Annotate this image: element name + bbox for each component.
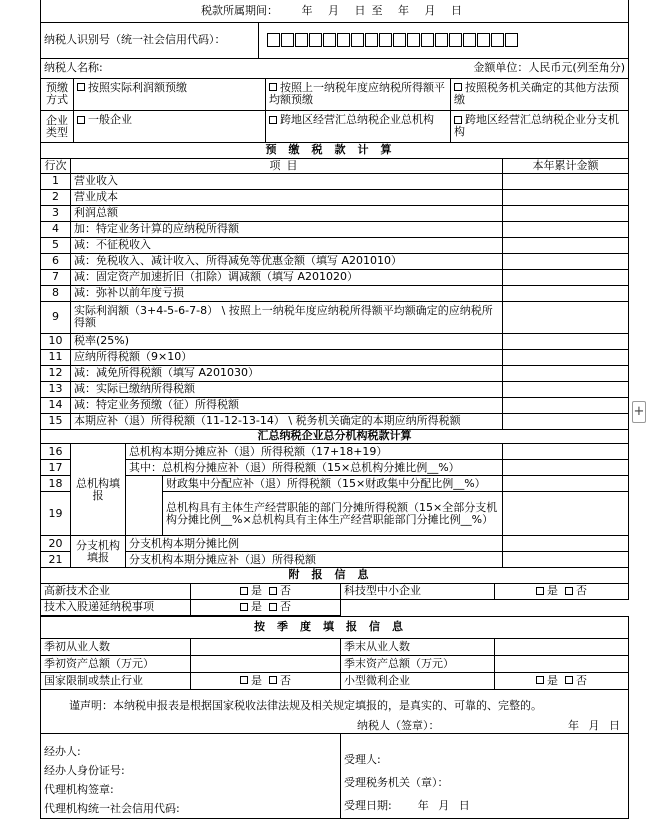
- calc-row: [41, 173, 629, 189]
- row-amount-input[interactable]: [503, 253, 629, 269]
- calc-row: [41, 301, 629, 333]
- row-number: 11: [41, 349, 71, 365]
- row-item-text: 减：固定资产加速折旧（扣除）调减额（填写 A201020）: [71, 269, 503, 285]
- row-item-text: 减：减免所得税额（填写 A201030）: [71, 365, 503, 381]
- row-amount-input[interactable]: [503, 269, 629, 285]
- calc-row: [41, 269, 629, 285]
- calc-row: [41, 413, 629, 429]
- emp-begin-value[interactable]: [191, 638, 341, 655]
- row-17-text: 其中：总机构分摊应补（退）所得税额（15×总机构分摊比例__%）: [126, 460, 503, 476]
- taxpayer-id-label: 纳税人识别号（统一社会信用代码）：: [41, 23, 259, 59]
- receiver-label: 受理人:: [344, 753, 381, 766]
- row-amount-input[interactable]: [503, 397, 629, 413]
- enterprise-option-2[interactable]: 跨地区经营汇总纳税企业总机构: [266, 111, 451, 143]
- extra-title: 附报信息: [41, 568, 629, 583]
- quarter-title: 按季度填报信息: [41, 616, 629, 638]
- calc-row: [41, 253, 629, 269]
- agency-code-label: 代理机构统一社会信用代码:: [44, 802, 180, 815]
- checkbox[interactable]: [454, 83, 462, 91]
- row-17-amount[interactable]: [503, 460, 629, 476]
- tax-office-label: 受理税务机关（章）：: [344, 776, 449, 789]
- calc-table: [40, 143, 629, 430]
- row-21-text: 分支机构本期分摊应补（退）所得税额: [126, 552, 503, 568]
- row-item-text: 营业成本: [71, 189, 503, 205]
- agent-label: 经办人:: [44, 745, 81, 758]
- row-number: 18: [41, 476, 71, 492]
- row-amount-input[interactable]: [503, 189, 629, 205]
- assets-begin-label: 季初资产总额（万元）: [41, 655, 191, 672]
- taxpayer-name-table: [40, 59, 629, 79]
- tech-invest-choice[interactable]: 是 否: [191, 599, 341, 615]
- row-item-text: 实际利润额（3+4-5-6-7-8） \ 按照上一纳税年度应纳税所得额平均额确定的应纳税所得额: [71, 301, 503, 333]
- row-item-text: 减：实际已缴纳所得税额: [71, 381, 503, 397]
- period-row: [41, 0, 629, 22]
- row-19-text: 总机构具有主体生产经营职能的部门分摊所得税额（15×全部分支机构分摊比例__%×总机构具有主体生产经营职能部门分摊比例__%）: [163, 492, 503, 536]
- checkbox[interactable]: [269, 83, 277, 91]
- calc-title: 预缴税款计算: [41, 143, 629, 158]
- taxpayer-id-boxes[interactable]: [259, 23, 629, 59]
- assets-begin-value[interactable]: [191, 655, 341, 672]
- calc-row: [41, 189, 629, 205]
- row-amount-input[interactable]: [503, 221, 629, 237]
- calc-row: [41, 221, 629, 237]
- declaration-text: 谨声明：本纳税申报表是根据国家税收法律法规及相关规定填报的，是真实的、可靠的、完整的。: [69, 698, 542, 712]
- receive-date-row: 受理日期: 年 月 日: [344, 799, 470, 812]
- taxpayer-id-table: [40, 23, 629, 60]
- row-item-text: 应纳所得税额（9×10）: [71, 349, 503, 365]
- footer-table: [40, 734, 629, 819]
- row-16-amount[interactable]: [503, 444, 629, 460]
- calc-row: [41, 397, 629, 413]
- branch-label: 分支机构填报: [71, 536, 126, 568]
- emp-begin-label: 季初从业人数: [41, 638, 191, 655]
- prepay-option-1[interactable]: 按照实际利润额预缴: [74, 79, 266, 111]
- hq-label: 总机构填报: [71, 444, 126, 536]
- row-amount-input[interactable]: [503, 333, 629, 349]
- calc-row: [41, 365, 629, 381]
- row-item-text: 本期应补（退）所得税额（11-12-13-14） \ 税务机关确定的本期应纳所得税额: [71, 413, 503, 429]
- small-label: 小型微利企业: [341, 672, 495, 689]
- row-item-text: 减：特定业务预缴（征）所得税额: [71, 397, 503, 413]
- agent-cell: [41, 734, 341, 819]
- calc-row: [41, 349, 629, 365]
- form-header: [40, 0, 629, 23]
- row-amount-input[interactable]: [503, 365, 629, 381]
- calc-row: [41, 285, 629, 301]
- hightech-choice[interactable]: 是 否: [191, 583, 341, 599]
- restricted-label: 国家限制或禁止行业: [41, 672, 191, 689]
- prepay-option-2[interactable]: 按照上一纳税年度应纳税所得额平均额预缴: [266, 79, 451, 111]
- restricted-choice[interactable]: 是 否: [191, 672, 341, 689]
- row-item-text: 减：不征税收入: [71, 237, 503, 253]
- smalltech-label: 科技型中小企业: [341, 583, 495, 599]
- row-amount-input[interactable]: [503, 381, 629, 397]
- row-amount-input[interactable]: [503, 237, 629, 253]
- row-item-text: 加：特定业务计算的应纳税所得额: [71, 221, 503, 237]
- row-amount-input[interactable]: [503, 301, 629, 333]
- row-number: 10: [41, 333, 71, 349]
- col-item-header: 项目: [71, 158, 503, 173]
- row-amount-input[interactable]: [503, 173, 629, 189]
- period-value[interactable]: 年 月 日至 年 月 日: [301, 3, 468, 17]
- prepay-enterprise-table: [40, 79, 629, 144]
- enterprise-option-1[interactable]: 一般企业: [74, 111, 266, 143]
- period-label: 税款所属期间：: [201, 3, 278, 17]
- row-item-text: 利润总额: [71, 205, 503, 221]
- row-number: 7: [41, 269, 71, 285]
- row-20-amount[interactable]: [503, 536, 629, 552]
- row-number: 13: [41, 381, 71, 397]
- row-amount-input[interactable]: [503, 205, 629, 221]
- row-amount-input[interactable]: [503, 413, 629, 429]
- add-row-button[interactable]: +: [632, 401, 646, 423]
- row-number: 3: [41, 205, 71, 221]
- row-number: 17: [41, 460, 71, 476]
- row-21-amount[interactable]: [503, 552, 629, 568]
- row-amount-input[interactable]: [503, 349, 629, 365]
- taxpayer-name-row: [41, 59, 629, 78]
- small-choice[interactable]: 是 否: [495, 672, 629, 689]
- row-number: 6: [41, 253, 71, 269]
- row-number: 1: [41, 173, 71, 189]
- unit-label: 金额单位：人民币元(列至角分): [473, 61, 625, 75]
- assets-end-label: 季末资产总额（万元）: [341, 655, 495, 672]
- row-number: 8: [41, 285, 71, 301]
- declaration-cell: [41, 690, 629, 734]
- quarter-info-table: [40, 616, 629, 690]
- tax-return-form: [40, 0, 628, 833]
- assets-end-value[interactable]: [495, 655, 629, 672]
- row-16-text: 总机构本期分摊应补（退）所得税额（17+18+19）: [126, 444, 503, 460]
- hightech-label: 高新技术企业: [41, 583, 191, 599]
- col-row-header: 行次: [41, 158, 71, 173]
- row-amount-input[interactable]: [503, 285, 629, 301]
- prepay-label: 预缴方式: [41, 79, 74, 111]
- enterprise-option-3[interactable]: 跨地区经营汇总纳税企业分支机构: [451, 111, 629, 143]
- signer-label: 纳税人（签章）：: [357, 718, 440, 732]
- row-number: 21: [41, 552, 71, 568]
- checkbox[interactable]: [77, 83, 85, 91]
- row-number: 5: [41, 237, 71, 253]
- row-item-text: 减：免税收入、减计收入、所得减免等优惠金额（填写 A201010）: [71, 253, 503, 269]
- row-number: 2: [41, 189, 71, 205]
- enterprise-label: 企业类型: [41, 111, 74, 143]
- row-number: 14: [41, 397, 71, 413]
- smalltech-choice[interactable]: 是 否: [495, 583, 629, 599]
- row-19-amount[interactable]: [503, 492, 629, 536]
- summary-table: [40, 430, 629, 569]
- summary-title: 汇总纳税企业总分机构税款计算: [41, 430, 629, 444]
- row-18-amount[interactable]: [503, 476, 629, 492]
- calc-row: [41, 205, 629, 221]
- row-20-text: 分支机构本期分摊比例: [126, 536, 503, 552]
- extra-info-table: [40, 568, 629, 616]
- calc-row: [41, 381, 629, 397]
- checkbox[interactable]: [77, 116, 85, 124]
- row-item-text: 税率(25%): [71, 333, 503, 349]
- row-number: 9: [41, 301, 71, 333]
- row-number: 4: [41, 221, 71, 237]
- receiver-cell: [341, 734, 629, 819]
- row-number: 20: [41, 536, 71, 552]
- agency-seal-label: 代理机构签章:: [44, 783, 114, 796]
- agent-id-label: 经办人身份证号:: [44, 764, 125, 777]
- emp-end-value[interactable]: [495, 638, 629, 655]
- col-amount-header: 本年累计金额: [503, 158, 629, 173]
- prepay-option-3[interactable]: 按照税务机关确定的其他方法预缴: [451, 79, 629, 111]
- tech-invest-label: 技术入股递延纳税事项: [41, 599, 191, 615]
- row-number: 19: [41, 492, 71, 536]
- row-number: 12: [41, 365, 71, 381]
- declaration-date: 年 月 日: [568, 718, 620, 732]
- declaration-table: [40, 690, 629, 735]
- calc-row: [41, 333, 629, 349]
- checkbox[interactable]: [269, 116, 277, 124]
- calc-row: [41, 237, 629, 253]
- checkbox[interactable]: [454, 116, 462, 124]
- row-18-text: 财政集中分配应补（退）所得税额（15×财政集中分配比例__%）: [163, 476, 503, 492]
- emp-end-label: 季末从业人数: [341, 638, 495, 655]
- row-item-text: 营业收入: [71, 173, 503, 189]
- row-number: 15: [41, 413, 71, 429]
- taxpayer-name-label: 纳税人名称:: [44, 61, 103, 75]
- row-number: 16: [41, 444, 71, 460]
- row-item-text: 减：弥补以前年度亏损: [71, 285, 503, 301]
